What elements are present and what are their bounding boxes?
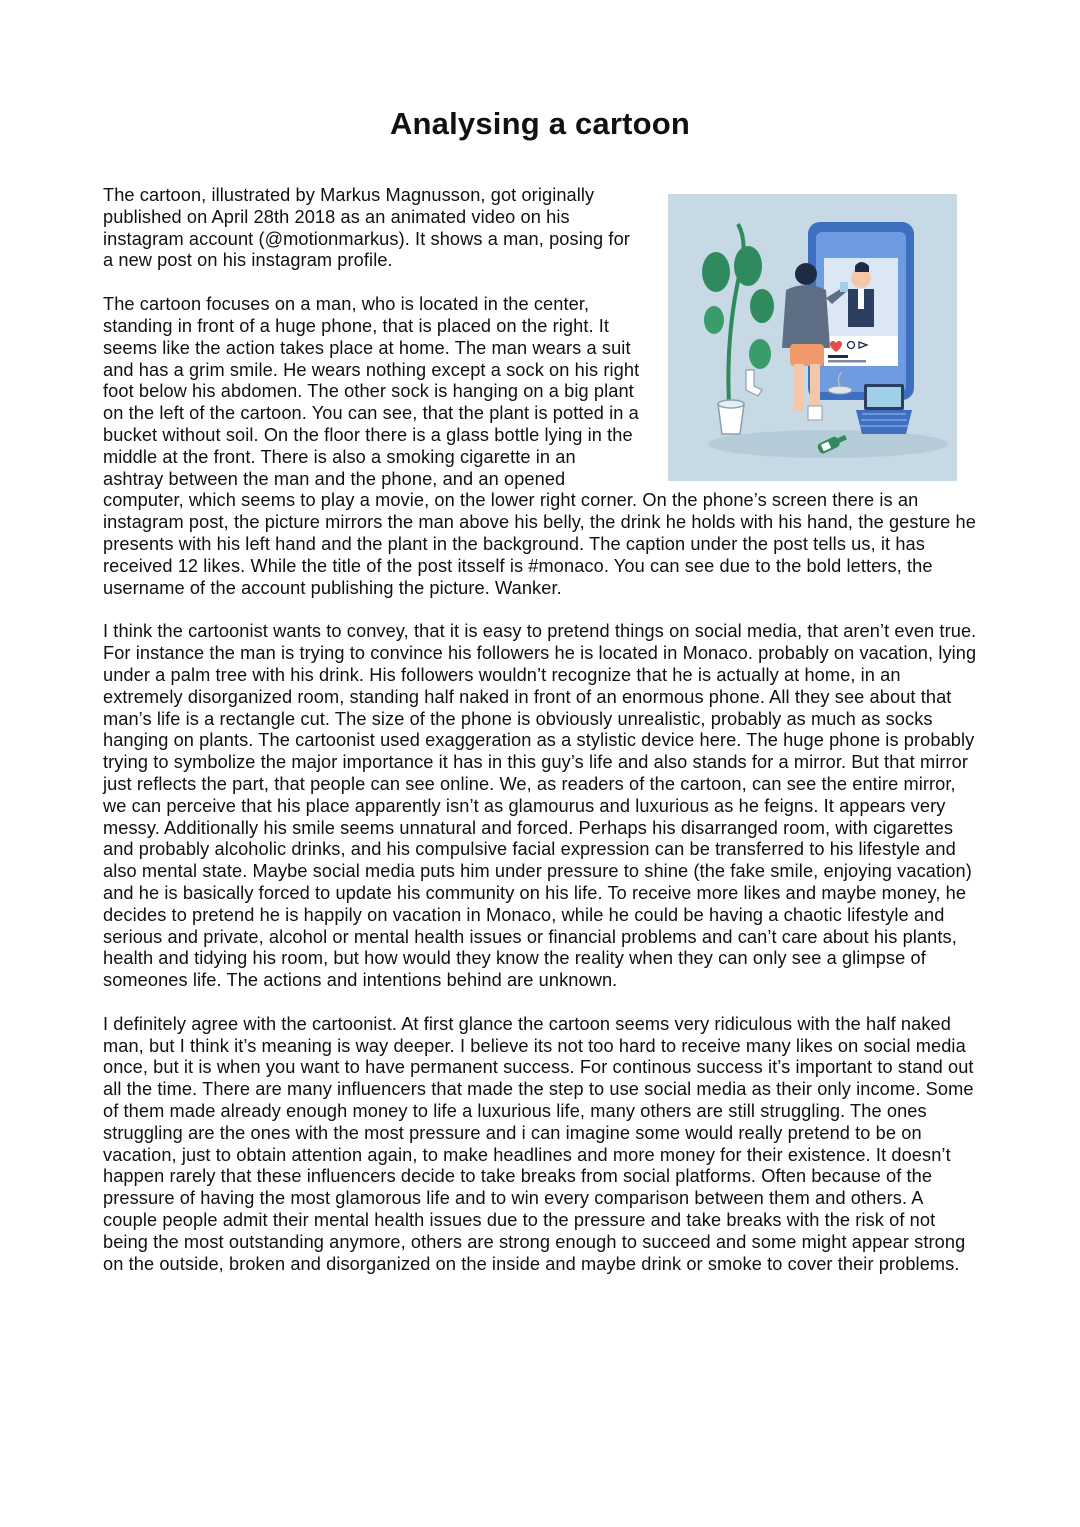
paragraph-3: I think the cartoonist wants to convey, that it is easy to pretend things on social media, that aren’t even true. For instance the man is trying to convince his followers he is located in Monaco. probably on vacation, lying under a palm tree with his drink. His followers wouldn’t recognize that he is actually at home, in an extremely disorganized room, standing half naked in front of an enormous phone. All they see about that man’s life is a rectangle cut. The size of the phone is obviously unrealistic, probably as much as socks hanging on plants. The cartoonist used exaggeration as a stylistic device here. The huge phone is probably trying to symbolize the major importance it has in this guy’s life and also stands for a mirror. But that mirror just reflects the part, that people can see online. We, as readers of the cartoon, can see the entire mirror, we can perceive that his place apparently isn’t as glamourus and luxurious as he feigns. It appears very messy. Additionally his smile seems unnatural and forced. Perhaps his disarranged room, with cigarettes and probably alcoholic drinks, and his compulsive facial expression can be transferred to his lifestyle and also mental state. Maybe social media puts him under pressure to shine (the fake smile, enjoying vacation) and he is basically forced to update his community on his life. To receive more likes and maybe money, he decides to pretend he is happily on vacation in Monaco, while he could be having a chaotic lifestyle and serious and private, alcohol or mental health issues or financial problems and can’t care about his plants, health and tidying his room, but how would they know the reality when they can only see a glimpse of someones life. The actions and intentions behind are unknown. xyxy=(103,621,977,991)
paragraph-2: The cartoon focuses on a man, who is located in the center, standing in front of a huge phone, that is placed on the right. It seems like the action takes place at home. The man wears a suit and has a grim smile. He wears nothing except a sock on his right foot below his abdomen. The other sock is hanging on a big plant on the left of the cartoon. You can see, that the plant is potted in a bucket without soil. On the floor there is a glass bottle lying in the middle at the front. There is also a smoking cigarette in an ashtray between the man and the phone, and an opened computer, which seems to play a movie, on the lower right corner. On the phone’s screen there is an instagram post, the picture mirrors the man above his belly, the drink he holds with his hand, the gesture he presents with his left hand and the plant in the background. The caption under the post tells us, it has received 12 likes. While the title of the post itsself is #monaco. You can see due to the bold letters, the username of the account publishing the picture. Wanker. xyxy=(103,294,976,598)
cartoon-illustration xyxy=(668,194,957,481)
page-title: Analysing a cartoon xyxy=(389,106,691,141)
laptop-icon xyxy=(856,384,912,434)
paragraph-1: The cartoon, illustrated by Markus Magnusson, got originally published on April 28th 2018 as an animated video on his instagram account (@motionmarkus). It shows a man, posing for a new post on his instagram profile. xyxy=(103,185,630,271)
paragraph-4: I definitely agree with the cartoonist. At first glance the cartoon seems very ridiculous with the half naked man, but I think it’s meaning is way deeper. I believe its not too hard to receive many likes on social media once, but it is when you want to have permanent success. For continous success it’s important to stand out all the time. There are many influencers that made the step to use social media as their only income. Some of them made already enough money to life a luxurious life, many others are still struggling. The ones struggling are the ones with the most pressure and i can imagine some would really pretend to be on vacation, just to obtain attention again, to make headlines and more money for their existence. It doesn’t happen rarely that these influencers decide to take breaks from social platforms. Often because of the pressure of having the most glamorous life and to win every comparison between them and others. A couple people admit their mental health issues due to the pressure and take breaks with the risk of not being the most outstanding anymore, others are strong enough to succeed and some might appear strong on the outside, broken and disorganized on the inside and maybe drink or smoke to cover their problems. xyxy=(103,1013,974,1274)
document-body xyxy=(103,185,978,1297)
bucket-icon xyxy=(718,400,744,434)
cartoon-illustration-icon xyxy=(668,194,957,481)
